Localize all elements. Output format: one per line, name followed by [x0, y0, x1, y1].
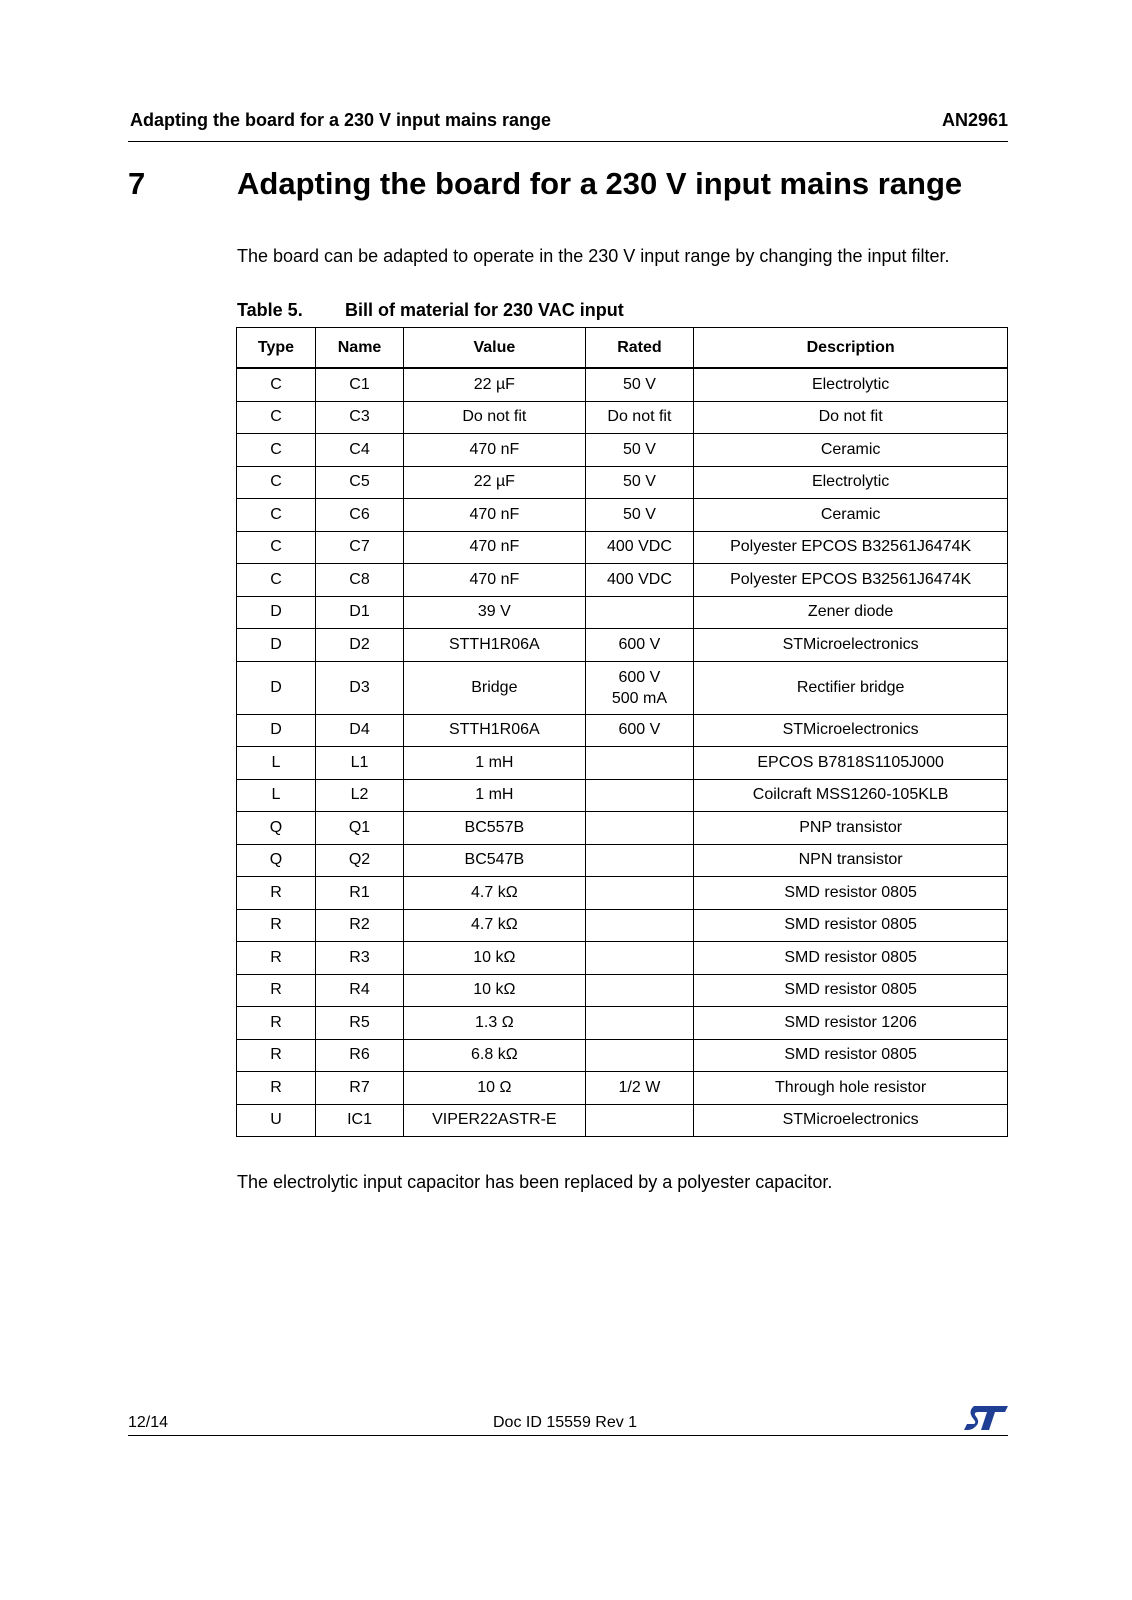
- table-row: [237, 779, 1008, 812]
- cell-name: D2: [315, 629, 403, 662]
- cell-rated: [585, 909, 694, 942]
- section-title: Adapting the board for a 230 V input mains range: [237, 166, 963, 201]
- cell-type: D: [237, 714, 316, 747]
- cell-value: 6.8 kΩ: [404, 1039, 585, 1072]
- table-row: [237, 466, 1008, 499]
- cell-rated: 50 V: [585, 434, 694, 467]
- cell-value: BC557B: [404, 812, 585, 845]
- cell-rated: [585, 844, 694, 877]
- cell-type: C: [237, 401, 316, 434]
- cell-value: 22 µF: [404, 368, 585, 401]
- cell-name: D3: [315, 661, 403, 714]
- cell-value: 10 Ω: [404, 1072, 585, 1105]
- cell-description: NPN transistor: [694, 844, 1008, 877]
- table-row: [237, 368, 1008, 401]
- cell-rated: [585, 877, 694, 910]
- section-number: 7: [128, 166, 146, 201]
- cell-name: R4: [315, 974, 403, 1007]
- cell-value: VIPER22ASTR-E: [404, 1104, 585, 1137]
- cell-description: SMD resistor 0805: [694, 909, 1008, 942]
- table-row: [237, 434, 1008, 467]
- cell-name: R1: [315, 877, 403, 910]
- cell-description: Electrolytic: [694, 368, 1008, 401]
- cell-description: Ceramic: [694, 499, 1008, 532]
- table-row: [237, 974, 1008, 1007]
- cell-description: Polyester EPCOS B32561J6474K: [694, 564, 1008, 597]
- cell-value: 22 µF: [404, 466, 585, 499]
- table-row: [237, 629, 1008, 662]
- cell-value: 4.7 kΩ: [404, 909, 585, 942]
- cell-description: Ceramic: [694, 434, 1008, 467]
- cell-value: STTH1R06A: [404, 714, 585, 747]
- cell-description: SMD resistor 0805: [694, 1039, 1008, 1072]
- document-code: AN2961: [941, 110, 1008, 130]
- cell-type: R: [237, 877, 316, 910]
- cell-type: C: [237, 466, 316, 499]
- cell-name: R7: [315, 1072, 403, 1105]
- cell-name: C7: [315, 531, 403, 564]
- cell-rated: Do not fit: [585, 401, 694, 434]
- cell-description: Rectifier bridge: [694, 661, 1008, 714]
- running-header-title: Adapting the board for a 230 V input mains range: [130, 110, 552, 130]
- cell-description: Coilcraft MSS1260-105KLB: [694, 779, 1008, 812]
- cell-type: Q: [237, 844, 316, 877]
- table-row: [237, 909, 1008, 942]
- bill-of-material-table: [236, 327, 1008, 1137]
- cell-rated: [585, 596, 694, 629]
- cell-type: R: [237, 909, 316, 942]
- cell-description: Polyester EPCOS B32561J6474K: [694, 531, 1008, 564]
- cell-type: Q: [237, 812, 316, 845]
- cell-type: D: [237, 661, 316, 714]
- cell-type: R: [237, 942, 316, 975]
- cell-type: C: [237, 531, 316, 564]
- cell-description: SMD resistor 1206: [694, 1007, 1008, 1040]
- cell-type: C: [237, 434, 316, 467]
- column-header-description: Description: [694, 328, 1008, 369]
- cell-type: D: [237, 629, 316, 662]
- table-row: [237, 1072, 1008, 1105]
- cell-rated: [585, 812, 694, 845]
- cell-value: 1 mH: [404, 779, 585, 812]
- table-row: [237, 844, 1008, 877]
- cell-type: R: [237, 1072, 316, 1105]
- cell-description: SMD resistor 0805: [694, 942, 1008, 975]
- column-header-name: Name: [315, 328, 403, 369]
- cell-name: R2: [315, 909, 403, 942]
- cell-value: 39 V: [404, 596, 585, 629]
- table-row: [237, 1007, 1008, 1040]
- cell-name: C5: [315, 466, 403, 499]
- table-row: [237, 714, 1008, 747]
- cell-type: C: [237, 499, 316, 532]
- cell-description: STMicroelectronics: [694, 1104, 1008, 1137]
- cell-rated: [585, 1039, 694, 1072]
- st-logo-icon: [964, 1404, 1008, 1432]
- cell-value: 470 nF: [404, 531, 585, 564]
- cell-name: C6: [315, 499, 403, 532]
- cell-type: D: [237, 596, 316, 629]
- cell-value: 10 kΩ: [404, 974, 585, 1007]
- cell-name: D4: [315, 714, 403, 747]
- column-header-rated: Rated: [585, 328, 694, 369]
- table-row: [237, 564, 1008, 597]
- table-row: [237, 1104, 1008, 1137]
- cell-rated: [585, 661, 694, 714]
- cell-name: L1: [315, 747, 403, 780]
- table-row: [237, 812, 1008, 845]
- table-row: [237, 747, 1008, 780]
- cell-name: IC1: [315, 1104, 403, 1137]
- cell-type: R: [237, 974, 316, 1007]
- cell-name: R5: [315, 1007, 403, 1040]
- cell-value: 470 nF: [404, 499, 585, 532]
- cell-name: R3: [315, 942, 403, 975]
- cell-rated: 600 V: [585, 714, 694, 747]
- table-row: [237, 661, 1008, 714]
- cell-rated: 50 V: [585, 499, 694, 532]
- table-caption: [237, 300, 624, 321]
- cell-value: 1 mH: [404, 747, 585, 780]
- cell-name: C1: [315, 368, 403, 401]
- cell-description: Electrolytic: [694, 466, 1008, 499]
- cell-description: Through hole resistor: [694, 1072, 1008, 1105]
- cell-rated: 600 V: [585, 629, 694, 662]
- table-body: [237, 368, 1008, 1137]
- cell-rated: [585, 974, 694, 1007]
- cell-value: Bridge: [404, 661, 585, 714]
- running-header: [128, 108, 1008, 142]
- cell-description: STMicroelectronics: [694, 629, 1008, 662]
- cell-rated: [585, 747, 694, 780]
- cell-name: R6: [315, 1039, 403, 1072]
- cell-name: C4: [315, 434, 403, 467]
- cell-value: 1.3 Ω: [404, 1007, 585, 1040]
- column-header-type: Type: [237, 328, 316, 369]
- cell-name: Q1: [315, 812, 403, 845]
- cell-name: C8: [315, 564, 403, 597]
- cell-rated: 1/2 W: [585, 1072, 694, 1105]
- doc-id: Doc ID 15559 Rev 1: [493, 1414, 638, 1431]
- cell-description: PNP transistor: [694, 812, 1008, 845]
- cell-rated: 400 VDC: [585, 564, 694, 597]
- cell-value: Do not fit: [404, 401, 585, 434]
- closing-paragraph: The electrolytic input capacitor has been replaced by a polyester capacitor.: [237, 1172, 833, 1192]
- cell-rated: 50 V: [585, 368, 694, 401]
- cell-name: L2: [315, 779, 403, 812]
- intro-paragraph: The board can be adapted to operate in the 230 V input range by changing the input filter.: [237, 246, 950, 266]
- table-row: [237, 596, 1008, 629]
- cell-name: C3: [315, 401, 403, 434]
- cell-value: BC547B: [404, 844, 585, 877]
- cell-rated: [585, 942, 694, 975]
- page-footer: [128, 1406, 1008, 1436]
- column-header-value: Value: [404, 328, 585, 369]
- cell-rated: [585, 1104, 694, 1137]
- cell-description: Do not fit: [694, 401, 1008, 434]
- cell-value: STTH1R06A: [404, 629, 585, 662]
- table-row: [237, 531, 1008, 564]
- page-number: 12/14: [128, 1414, 169, 1431]
- cell-rated: 50 V: [585, 466, 694, 499]
- cell-rated: 400 VDC: [585, 531, 694, 564]
- cell-value: 10 kΩ: [404, 942, 585, 975]
- table-row: [237, 877, 1008, 910]
- cell-description: EPCOS B7818S1105J000: [694, 747, 1008, 780]
- cell-type: C: [237, 368, 316, 401]
- table-header-row: [237, 328, 1008, 369]
- cell-rated: [585, 779, 694, 812]
- table-label: Table 5.: [237, 300, 303, 320]
- cell-type: U: [237, 1104, 316, 1137]
- cell-rated-line: 500 mA: [611, 689, 667, 707]
- cell-description: Zener diode: [694, 596, 1008, 629]
- table-row: [237, 401, 1008, 434]
- table-row: [237, 1039, 1008, 1072]
- cell-name: D1: [315, 596, 403, 629]
- cell-type: R: [237, 1007, 316, 1040]
- cell-value: 470 nF: [404, 434, 585, 467]
- cell-value: 4.7 kΩ: [404, 877, 585, 910]
- cell-type: L: [237, 779, 316, 812]
- cell-name: Q2: [315, 844, 403, 877]
- table-row: [237, 499, 1008, 532]
- cell-description: SMD resistor 0805: [694, 877, 1008, 910]
- table-caption-text: Bill of material for 230 VAC input: [345, 300, 624, 320]
- cell-description: STMicroelectronics: [694, 714, 1008, 747]
- cell-type: L: [237, 747, 316, 780]
- cell-description: SMD resistor 0805: [694, 974, 1008, 1007]
- cell-value: 470 nF: [404, 564, 585, 597]
- table-row: [237, 942, 1008, 975]
- cell-type: R: [237, 1039, 316, 1072]
- cell-rated: [585, 1007, 694, 1040]
- cell-type: C: [237, 564, 316, 597]
- cell-rated-line: 600 V: [618, 668, 661, 686]
